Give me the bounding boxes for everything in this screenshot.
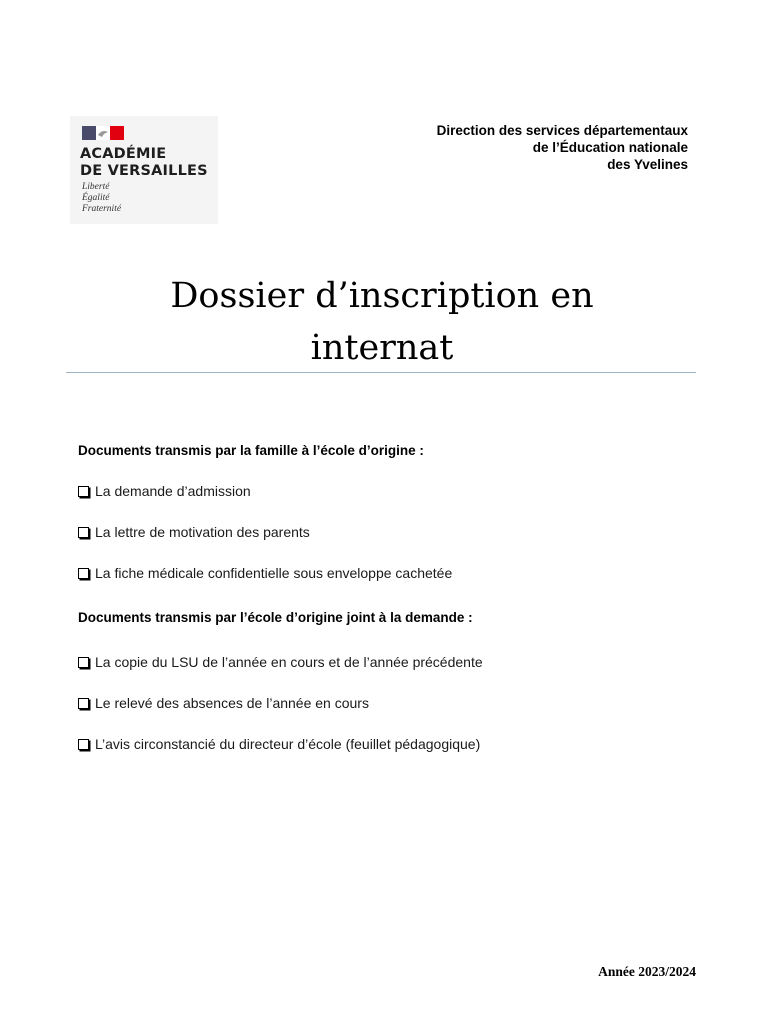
checkbox-icon[interactable] bbox=[78, 568, 89, 579]
checkbox-icon[interactable] bbox=[78, 739, 89, 750]
checklist-item-label: La fiche médicale confidentielle sous enveloppe cachetée bbox=[95, 565, 453, 581]
document-title bbox=[66, 270, 698, 374]
motto-egalite: Égalité bbox=[82, 193, 110, 203]
checklist-item bbox=[78, 565, 452, 581]
header-line-3: des Yvelines bbox=[607, 157, 688, 172]
checklist-item bbox=[78, 524, 310, 540]
logo-title-line1: ACADÉMIE bbox=[80, 146, 167, 162]
title-divider bbox=[66, 372, 696, 373]
checklist-item-label: L’avis circonstancié du directeur d’école (feuillet pédagogique) bbox=[95, 736, 481, 752]
checklist-item bbox=[78, 483, 251, 499]
header-line-2: de l’Éducation nationale bbox=[532, 140, 688, 155]
section-heading-school: Documents transmis par l’école d’origine joint à la demande : bbox=[78, 610, 473, 625]
checkbox-icon[interactable] bbox=[78, 657, 89, 668]
checkbox-icon[interactable] bbox=[78, 698, 89, 709]
school-year: Année 2023/2024 bbox=[598, 964, 696, 979]
checkbox-icon[interactable] bbox=[78, 527, 89, 538]
academie-versailles-logo bbox=[70, 116, 218, 224]
checklist-item-label: La copie du LSU de l’année en cours et de l’année précédente bbox=[95, 654, 483, 670]
section-heading-family: Documents transmis par la famille à l’école d’origine : bbox=[78, 443, 424, 458]
checklist-item-label: La lettre de motivation des parents bbox=[95, 524, 310, 540]
motto-liberte: Liberté bbox=[82, 182, 110, 192]
issuing-office-header bbox=[437, 122, 688, 173]
checklist-item-label: La demande d’admission bbox=[95, 483, 251, 499]
checklist-item bbox=[78, 736, 480, 752]
logo-motto bbox=[82, 182, 121, 215]
checklist-item-label: Le relevé des absences de l’année en cours bbox=[95, 695, 369, 711]
document-title-line1: Dossier d’inscription en bbox=[170, 276, 594, 316]
document-title-line2: internat bbox=[310, 328, 454, 368]
checklist-item bbox=[78, 654, 483, 670]
logo-title bbox=[80, 146, 208, 180]
checklist-item bbox=[78, 695, 369, 711]
motto-fraternite: Fraternité bbox=[82, 204, 122, 214]
logo-title-line2: DE VERSAILLES bbox=[80, 163, 208, 179]
header-line-1: Direction des services départementaux bbox=[436, 123, 688, 138]
marianne-flag-icon bbox=[82, 126, 124, 140]
checkbox-icon[interactable] bbox=[78, 486, 89, 497]
